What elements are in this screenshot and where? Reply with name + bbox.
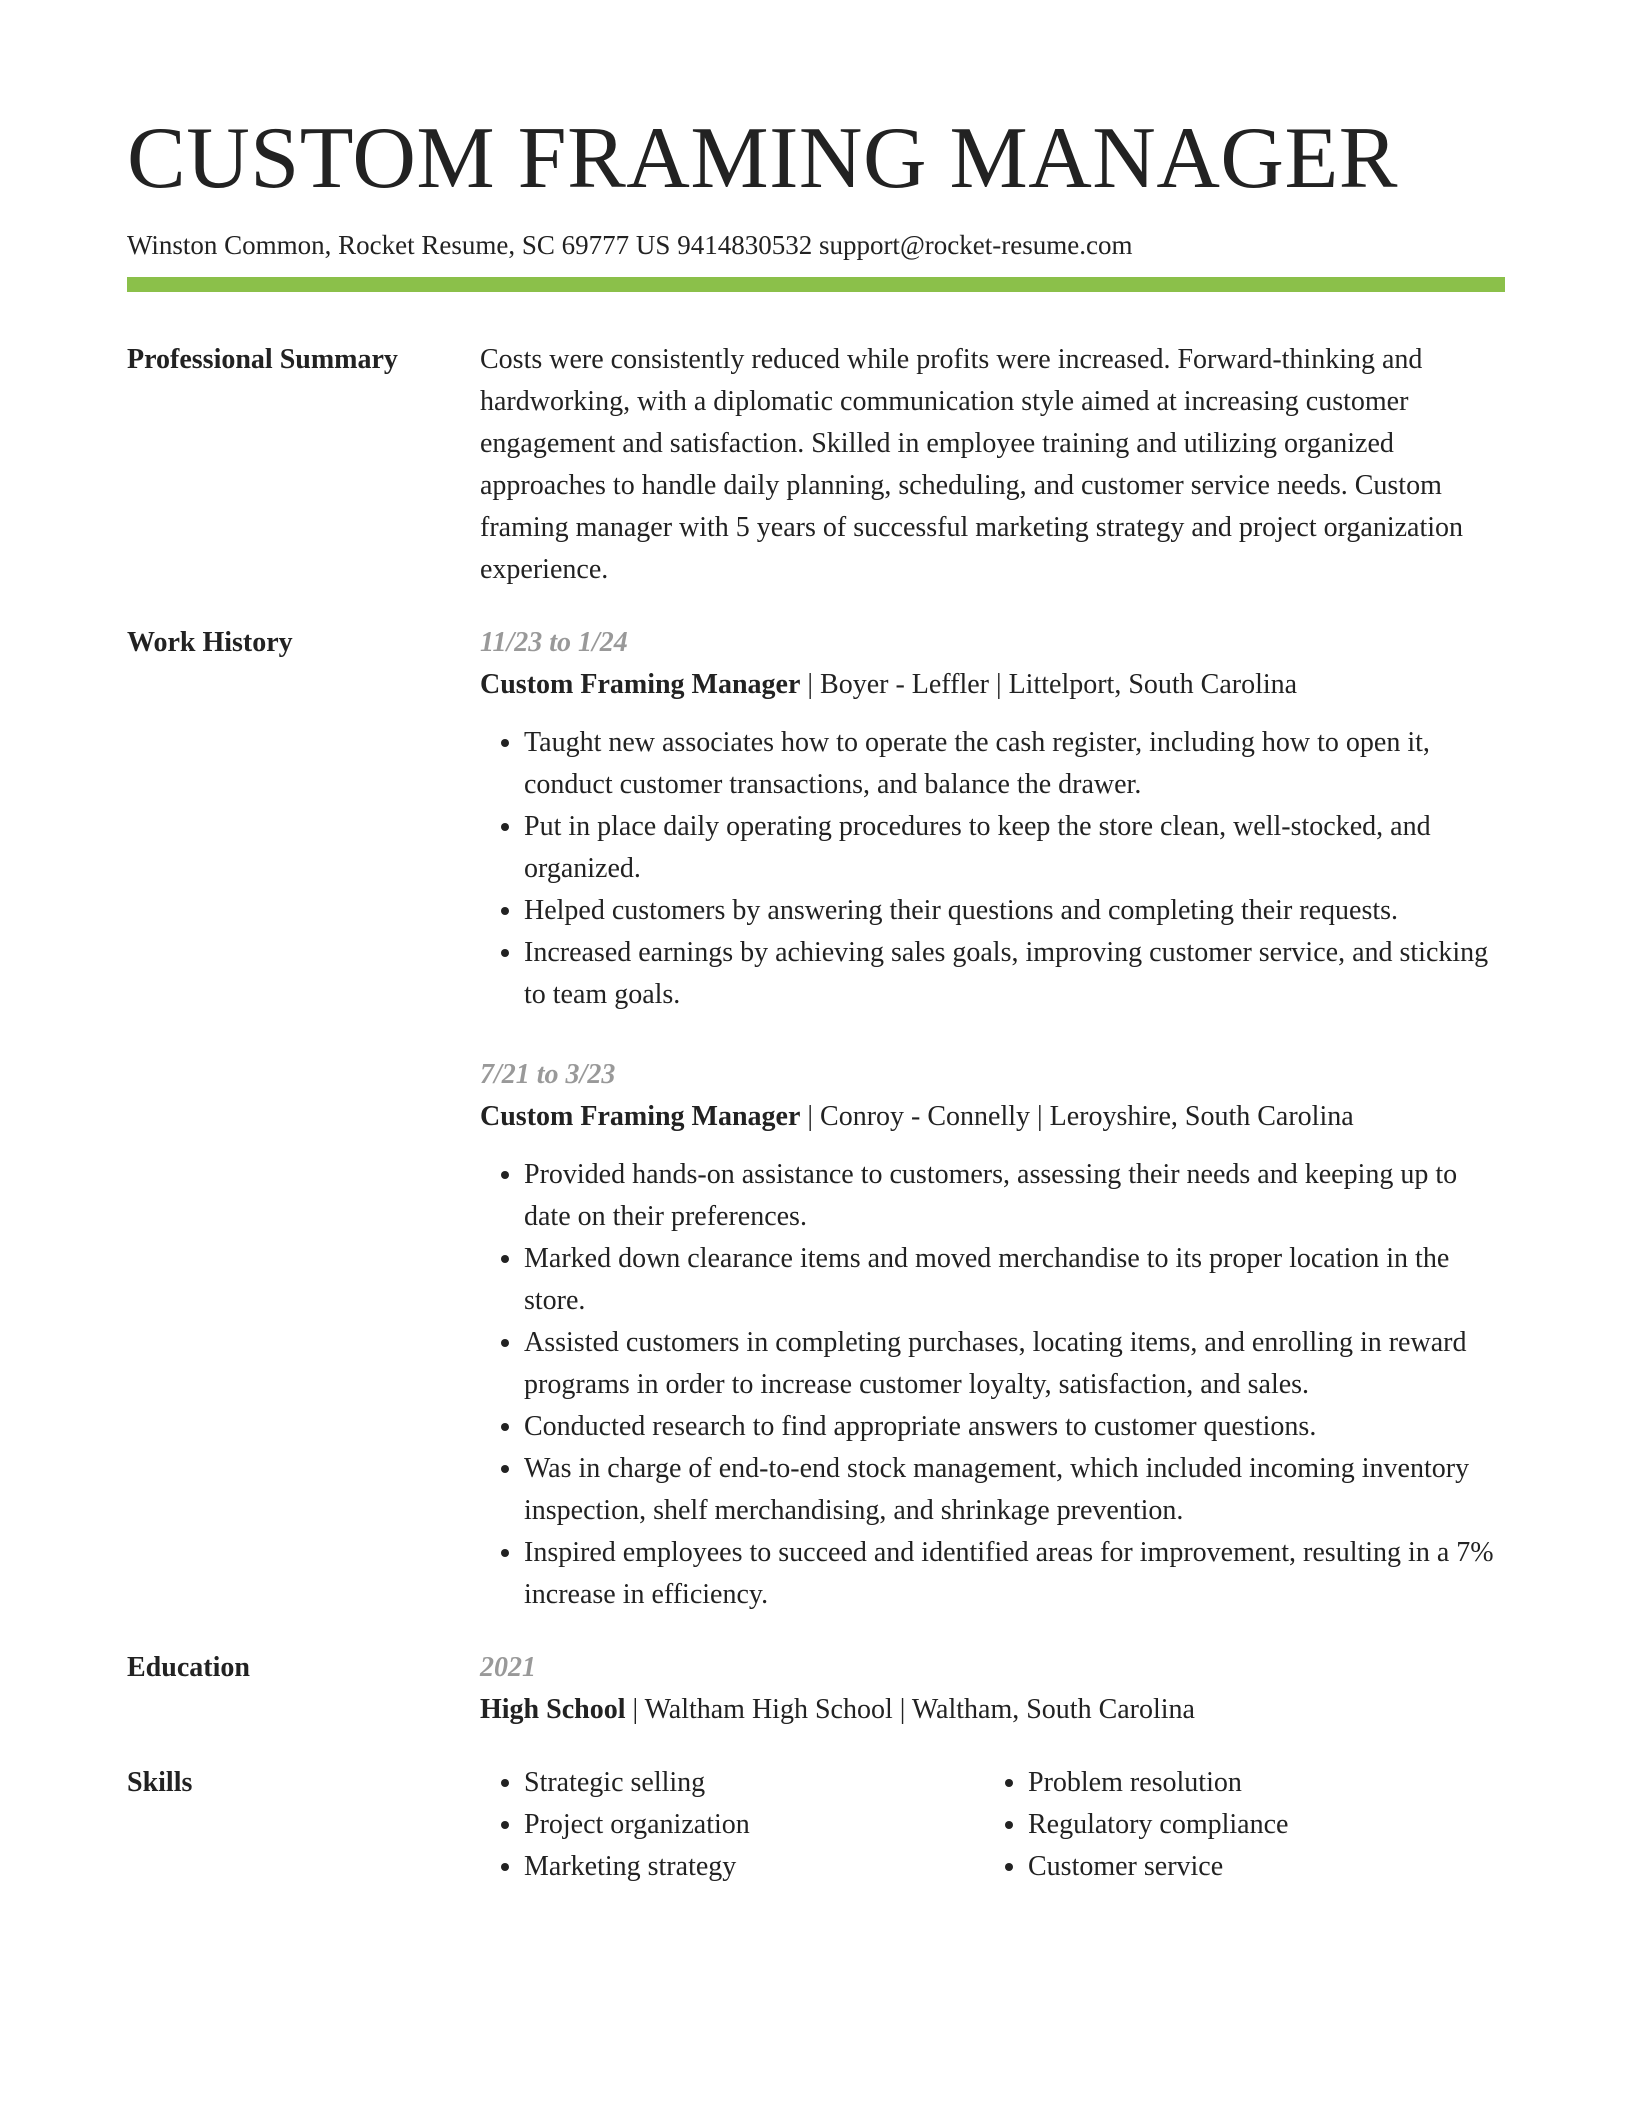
job-bullet: • Increased earnings by achieving sales goals, improving customer service, and sticking to team goals. [524, 932, 1505, 1016]
skill-item: • Regulatory compliance [1028, 1804, 1478, 1846]
job-entry [480, 1054, 1505, 1616]
education-school-location: | Waltham High School | Waltham, South Carolina [625, 1694, 1195, 1726]
skills-column-right [984, 1762, 1478, 1888]
skill-item: • Strategic selling [524, 1762, 984, 1804]
job-bullet: • Put in place daily operating procedures to keep the store clean, well-stocked, and organized. [524, 806, 1505, 890]
education-section [127, 1647, 1505, 1731]
job-bullets [480, 1154, 1505, 1616]
job-bullet: • Assisted customers in completing purchases, locating items, and enrolling in reward programs in order to increase customer loyalty, satisfaction, and sales. [524, 1322, 1505, 1406]
section-label-education: Education [127, 1652, 250, 1684]
education-line [480, 1689, 1505, 1731]
job-employer-location: | Boyer - Leffler | Littelport, South Carolina [800, 669, 1298, 701]
job-dates: 7/21 to 3/23 [480, 1059, 616, 1091]
skill-item: • Project organization [524, 1804, 984, 1846]
work-history-section [127, 622, 1505, 1616]
summary-text: Costs were consistently reduced while profits were increased. Forward-thinking and hardworking, with a diplomatic communication style aimed at increasing customer engagement and satisfaction. Skilled in employee training and utilizing organized approaches to handle daily planning, scheduling, and customer service needs. Custom framing manager with 5 years of successful marketing strategy and project organization experience. [480, 344, 1464, 586]
resume-page [127, 110, 1505, 1888]
job-role-line [480, 1096, 1505, 1138]
job-bullet: • Was in charge of end-to-end stock management, which included incoming inventory inspection, shelf merchandising, and shrinkage prevention. [524, 1448, 1505, 1532]
skill-item: • Problem resolution [1028, 1762, 1478, 1804]
summary-section [127, 339, 1505, 591]
skills-section [127, 1762, 1505, 1888]
job-bullet: • Helped customers by answering their questions and completing their requests. [524, 890, 1505, 932]
section-label-summary: Professional Summary [127, 344, 398, 376]
job-bullets [480, 722, 1505, 1016]
accent-divider [127, 277, 1505, 292]
contact-line [127, 229, 1505, 261]
contact-email: support@rocket-resume.com [818, 230, 1133, 260]
job-bullet: • Provided hands-on assistance to customers, assessing their needs and keeping up to date on their preferences. [524, 1154, 1505, 1238]
job-bullet: • Taught new associates how to operate the cash register, including how to open it, conduct customer transactions, and balance the drawer. [524, 722, 1505, 806]
education-year: 2021 [480, 1652, 536, 1684]
job-title: Custom Framing Manager [480, 1101, 801, 1133]
job-title: Custom Framing Manager [480, 669, 801, 701]
job-bullet: • Inspired employees to succeed and identified areas for improvement, resulting in a 7% increase in efficiency. [524, 1532, 1505, 1616]
contact-address: Winston Common, Rocket Resume, SC 69777 US [127, 230, 671, 260]
job-bullet: • Marked down clearance items and moved merchandise to its proper location in the store. [524, 1238, 1505, 1322]
job-role-line [480, 664, 1505, 706]
resume-title: CUSTOM FRAMING MANAGER [127, 110, 1398, 207]
education-degree: High School [480, 1694, 626, 1726]
skill-item: • Customer service [1028, 1846, 1478, 1888]
contact-phone: 9414830532 [677, 230, 813, 260]
skills-column-left [480, 1762, 984, 1888]
section-label-work-history: Work History [127, 627, 293, 659]
job-dates: 11/23 to 1/24 [480, 627, 628, 659]
section-label-skills: Skills [127, 1767, 193, 1799]
skill-item: • Marketing strategy [524, 1846, 984, 1888]
job-bullet: • Conducted research to find appropriate answers to customer questions. [524, 1406, 1505, 1448]
job-employer-location: | Conroy - Connelly | Leroyshire, South Carolina [800, 1101, 1354, 1133]
skills-grid [480, 1762, 1505, 1888]
job-entry [480, 622, 1505, 1016]
